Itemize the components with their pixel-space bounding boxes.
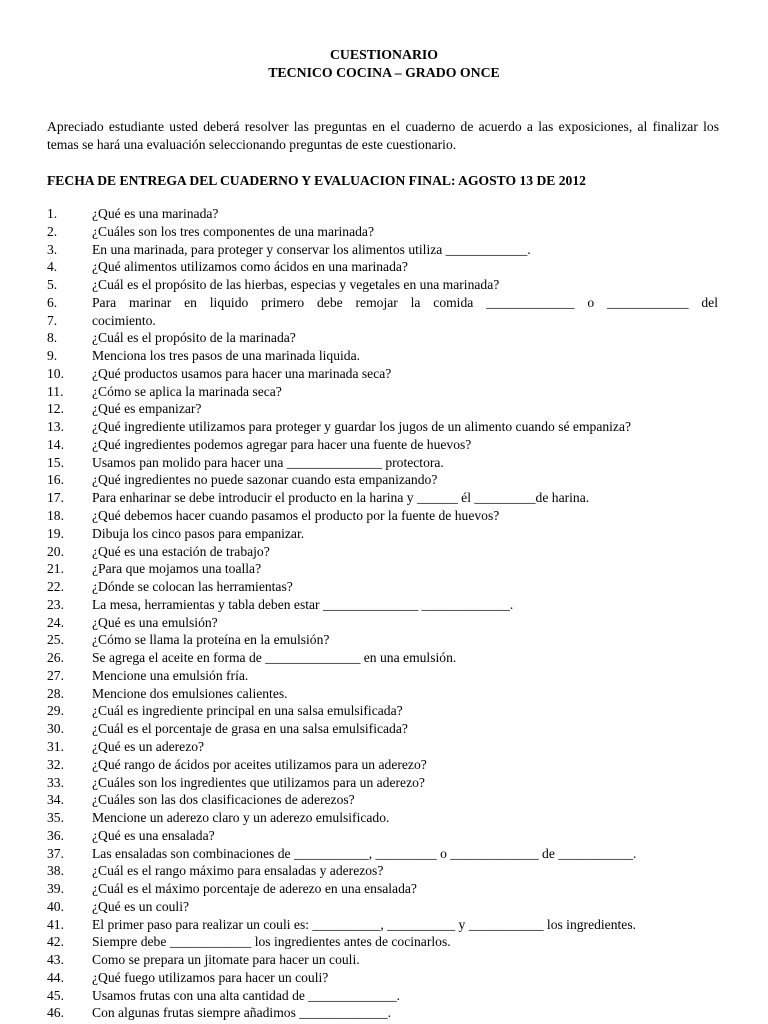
question-item bbox=[0, 951, 768, 969]
question-text: ¿Cuál es el propósito de la marinada? bbox=[92, 330, 296, 346]
question-number: 39. bbox=[47, 881, 64, 897]
question-item bbox=[0, 223, 768, 241]
question-text: Siempre debe ____________ los ingredientes antes de cocinarlos. bbox=[92, 934, 451, 950]
question-text: ¿Cuál es ingrediente principal en una salsa emulsificada? bbox=[92, 703, 403, 719]
question-number: 23. bbox=[47, 596, 64, 612]
question-list bbox=[0, 205, 768, 1022]
question-number: 13. bbox=[47, 419, 64, 435]
question-item bbox=[0, 560, 768, 578]
question-item bbox=[0, 614, 768, 632]
question-item bbox=[0, 933, 768, 951]
question-number: 36. bbox=[47, 827, 64, 843]
question-number: 33. bbox=[47, 774, 64, 790]
question-number: 30. bbox=[47, 721, 64, 737]
question-number: 6. bbox=[47, 294, 58, 310]
question-item bbox=[0, 1004, 768, 1022]
question-item bbox=[0, 312, 768, 330]
question-number: 25. bbox=[47, 632, 64, 648]
question-text: Dibuja los cinco pasos para empanizar. bbox=[92, 525, 305, 541]
question-item bbox=[0, 667, 768, 685]
question-item bbox=[0, 631, 768, 649]
question-text: Como se prepara un jitomate para hacer un couli. bbox=[92, 952, 360, 968]
question-text: ¿Qué es una ensalada? bbox=[92, 827, 215, 843]
question-text: ¿Cuáles son las dos clasificaciones de aderezos? bbox=[92, 792, 355, 808]
question-item bbox=[0, 756, 768, 774]
question-number: 16. bbox=[47, 472, 64, 488]
question-item bbox=[0, 649, 768, 667]
question-item bbox=[0, 596, 768, 614]
question-text: ¿Cuál es el rango máximo para ensaladas y aderezos? bbox=[92, 863, 384, 879]
question-number: 32. bbox=[47, 756, 64, 772]
question-number: 4. bbox=[47, 259, 58, 275]
question-item bbox=[0, 898, 768, 916]
question-number: 8. bbox=[47, 330, 58, 346]
question-number: 46. bbox=[47, 1005, 64, 1021]
question-item bbox=[0, 383, 768, 401]
question-text: ¿Qué productos usamos para hacer una marinada seca? bbox=[92, 365, 392, 381]
question-text: Se agrega el aceite en forma de ______________ en una emulsión. bbox=[92, 650, 457, 666]
question-number: 31. bbox=[47, 738, 64, 754]
question-number: 10. bbox=[47, 365, 64, 381]
question-text: ¿Para que mojamos una toalla? bbox=[92, 561, 262, 577]
question-text: Para enharinar se debe introducir el producto en la harina y ______ él _________de harina. bbox=[92, 490, 590, 506]
question-item bbox=[0, 454, 768, 472]
question-number: 20. bbox=[47, 543, 64, 559]
question-item bbox=[0, 738, 768, 756]
question-item bbox=[0, 436, 768, 454]
question-item bbox=[0, 720, 768, 738]
question-item bbox=[0, 827, 768, 845]
question-item bbox=[0, 205, 768, 223]
question-number: 5. bbox=[47, 277, 58, 293]
question-item bbox=[0, 543, 768, 561]
question-text: ¿Qué debemos hacer cuando pasamos el producto por la fuente de huevos? bbox=[92, 508, 500, 524]
question-number: 27. bbox=[47, 667, 64, 683]
question-number: 26. bbox=[47, 650, 64, 666]
question-text: Mencione un aderezo claro y un aderezo emulsificado. bbox=[92, 810, 390, 826]
question-text: ¿Qué ingredientes podemos agregar para hacer una fuente de huevos? bbox=[92, 436, 472, 452]
question-number: 21. bbox=[47, 561, 64, 577]
question-text: ¿Qué alimentos utilizamos como ácidos en una marinada? bbox=[92, 259, 408, 275]
question-number: 22. bbox=[47, 579, 64, 595]
question-item bbox=[0, 365, 768, 383]
question-text: Las ensaladas son combinaciones de ___________, _________ o _____________ de ___________. bbox=[92, 845, 637, 861]
question-text: ¿Qué es una estación de trabajo? bbox=[92, 543, 270, 559]
question-number: 11. bbox=[47, 383, 64, 399]
question-text: Usamos pan molido para hacer una ______________ protectora. bbox=[92, 454, 444, 470]
question-item bbox=[0, 294, 768, 312]
question-item bbox=[0, 774, 768, 792]
question-item bbox=[0, 400, 768, 418]
question-item bbox=[0, 507, 768, 525]
document-subtitle: TECNICO COCINA – GRADO ONCE bbox=[268, 65, 500, 80]
question-number: 1. bbox=[47, 206, 58, 221]
question-item bbox=[0, 276, 768, 294]
question-number: 37. bbox=[47, 845, 64, 861]
question-number: 19. bbox=[47, 525, 64, 541]
question-item bbox=[0, 418, 768, 436]
question-text: ¿Cómo se llama la proteína en la emulsión? bbox=[92, 632, 330, 648]
question-number: 3. bbox=[47, 241, 58, 257]
question-text: ¿Cuál es el máximo porcentaje de aderezo en una ensalada? bbox=[92, 881, 417, 897]
question-number: 14. bbox=[47, 436, 64, 452]
question-item bbox=[0, 987, 768, 1005]
question-number: 45. bbox=[47, 987, 64, 1003]
question-number: 17. bbox=[47, 490, 64, 506]
question-text: ¿Qué es una marinada? bbox=[92, 206, 219, 221]
question-text: ¿Qué rango de ácidos por aceites utilizamos para un aderezo? bbox=[92, 756, 427, 772]
question-item bbox=[0, 791, 768, 809]
question-item bbox=[0, 489, 768, 507]
document-title: CUESTIONARIO bbox=[329, 47, 439, 62]
question-item bbox=[0, 241, 768, 259]
question-text: ¿Dónde se colocan las herramientas? bbox=[92, 579, 293, 595]
question-number: 9. bbox=[47, 348, 58, 364]
question-item bbox=[0, 862, 768, 880]
question-item bbox=[0, 329, 768, 347]
question-text: ¿Qué es un aderezo? bbox=[92, 738, 205, 754]
question-text: ¿Cuál es el propósito de las hierbas, especias y vegetales en una marinada? bbox=[92, 277, 500, 293]
question-text: ¿Qué es una emulsión? bbox=[92, 614, 218, 630]
question-text: ¿Cómo se aplica la marinada seca? bbox=[92, 383, 282, 399]
question-number: 35. bbox=[47, 810, 64, 826]
question-number: 42. bbox=[47, 934, 64, 950]
question-text: La mesa, herramientas y tabla deben estar ______________ _____________. bbox=[92, 596, 514, 612]
question-text: Para marinar en liquido primero debe remojar la comida _____________ o ____________ del bbox=[92, 294, 718, 310]
question-text: Usamos frutas con una alta cantidad de _____________. bbox=[92, 987, 401, 1003]
question-number: 15. bbox=[47, 454, 64, 470]
question-number: 29. bbox=[47, 703, 64, 719]
question-text: ¿Qué es empanizar? bbox=[92, 401, 202, 417]
question-number: 12. bbox=[47, 401, 64, 417]
question-item bbox=[0, 880, 768, 898]
question-number: 24. bbox=[47, 614, 64, 630]
question-text: Con algunas frutas siempre añadimos _____________. bbox=[92, 1005, 392, 1021]
question-text: ¿Qué ingrediente utilizamos para proteger y guardar los jugos de un alimento cuando sé empaniza? bbox=[92, 419, 632, 435]
question-number: 44. bbox=[47, 969, 64, 985]
question-item bbox=[0, 916, 768, 934]
question-item bbox=[0, 809, 768, 827]
question-item bbox=[0, 702, 768, 720]
question-number: 28. bbox=[47, 685, 64, 701]
question-number: 40. bbox=[47, 898, 64, 914]
question-text: ¿Cuáles son los tres componentes de una marinada? bbox=[92, 223, 374, 239]
question-text: En una marinada, para proteger y conservar los alimentos utiliza ____________. bbox=[92, 241, 531, 257]
question-text: El primer paso para realizar un couli es: __________, __________ y ___________ los ingredientes. bbox=[92, 916, 637, 932]
question-text: Mencione dos emulsiones calientes. bbox=[92, 685, 288, 701]
question-number: 43. bbox=[47, 952, 64, 968]
question-number: 7. bbox=[47, 312, 58, 328]
question-text: Menciona los tres pasos de una marinada liquida. bbox=[92, 348, 361, 364]
question-item bbox=[0, 969, 768, 987]
question-item bbox=[0, 471, 768, 489]
question-text: cocimiento. bbox=[92, 312, 156, 328]
question-number: 41. bbox=[47, 916, 64, 932]
question-number: 38. bbox=[47, 863, 64, 879]
question-text: ¿Cuál es el porcentaje de grasa en una salsa emulsificada? bbox=[92, 721, 408, 737]
question-text: ¿Qué fuego utilizamos para hacer un couli? bbox=[92, 969, 329, 985]
question-item bbox=[0, 845, 768, 863]
question-text: ¿Cuáles son los ingredientes que utilizamos para un aderezo? bbox=[92, 774, 425, 790]
question-text: ¿Qué ingredientes no puede sazonar cuando esta empanizando? bbox=[92, 472, 438, 488]
question-item bbox=[0, 578, 768, 596]
question-number: 2. bbox=[47, 223, 58, 239]
question-item bbox=[0, 685, 768, 703]
question-number: 18. bbox=[47, 508, 64, 524]
question-text: ¿Qué es un couli? bbox=[92, 898, 190, 914]
question-item bbox=[0, 258, 768, 276]
intro-paragraph: Apreciado estudiante usted deberá resolver las preguntas en el cuaderno de acuerdo a las exposiciones, al finalizar los temas se hará una evaluación seleccionando preguntas de este cuestionario. bbox=[47, 119, 719, 152]
deadline-heading: FECHA DE ENTREGA DEL CUADERNO Y EVALUACION FINAL: AGOSTO 13 DE 2012 bbox=[47, 173, 586, 188]
question-number: 34. bbox=[47, 792, 64, 808]
question-item bbox=[0, 347, 768, 365]
question-item bbox=[0, 525, 768, 543]
question-text: Mencione una emulsión fría. bbox=[92, 667, 249, 683]
